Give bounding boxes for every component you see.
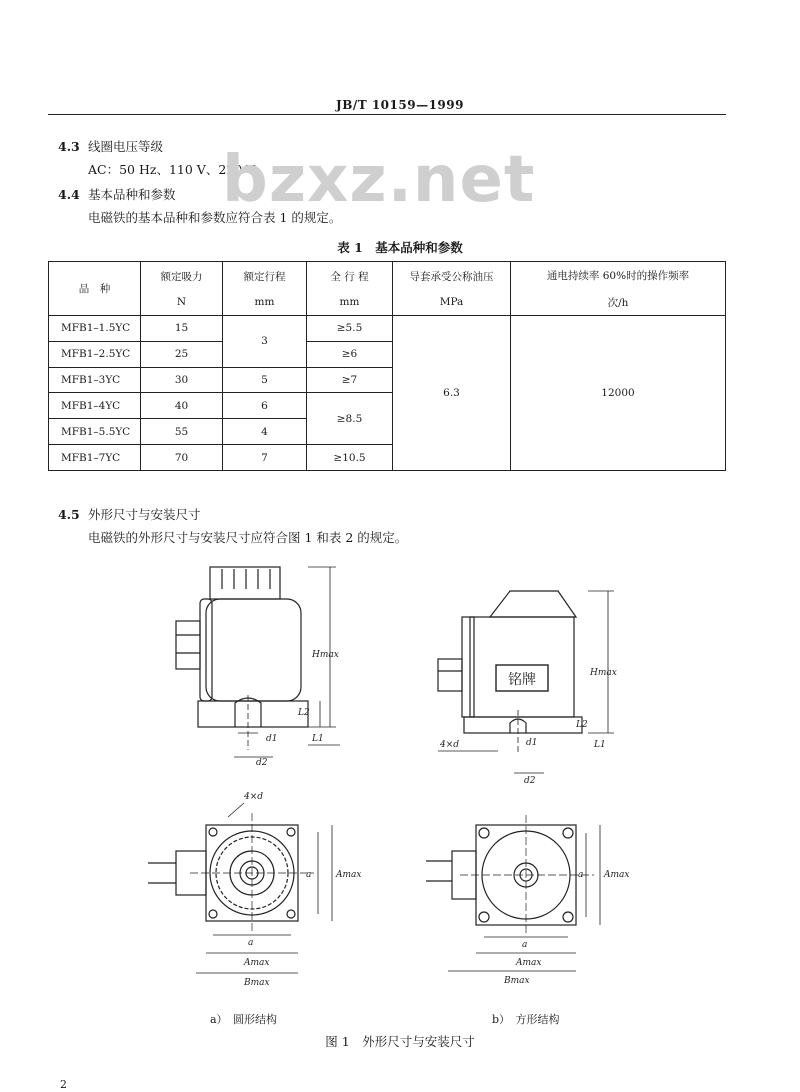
cell-full-stroke: ≥5.5 — [307, 316, 393, 342]
subfigure-a-label: a） 圆形结构 — [210, 1013, 278, 1026]
cell-force: 15 — [141, 316, 223, 342]
section-4-5-body: 电磁铁的外形尺寸与安装尺寸应符合图 1 和表 2 的规定。 — [88, 530, 408, 545]
cell-full-stroke: ≥10.5 — [307, 445, 393, 471]
cell-model: MFB1–5.5YC — [49, 419, 141, 445]
section-4-3-body: AC：50 Hz、110 V、220 V。 — [88, 162, 268, 177]
dim-l1-a: L1 — [312, 734, 324, 744]
dim-bmax-a: Bmax — [244, 978, 270, 988]
nameplate-label: 铭牌 — [508, 672, 536, 688]
cell-stroke: 4 — [223, 419, 307, 445]
page-number: 2 — [60, 1078, 67, 1091]
dim-hmax-a: Hmax — [312, 650, 339, 660]
table-caption: 表 1 基本品种和参数 — [337, 240, 463, 255]
cell-frequency: 12000 — [511, 316, 726, 471]
header-model: 品 种 — [49, 262, 141, 316]
round-type-side-view — [176, 567, 340, 757]
figure-caption: 图 1 外形尺寸与安装尺寸 — [325, 1034, 475, 1049]
section-title: 基本品种和参数 — [88, 187, 176, 202]
square-type-top-view — [426, 815, 600, 971]
dim-amax-vertical-b: Amax — [604, 870, 630, 880]
figure-1-drawings — [48, 555, 748, 1045]
dim-a-horizontal-a: a — [248, 938, 254, 948]
dim-l1-b: L1 — [594, 740, 606, 750]
header-pressure: 导套承受公称油压 MPa — [393, 262, 511, 316]
watermark: bzxz.net — [222, 143, 536, 217]
cell-force: 70 — [141, 445, 223, 471]
cell-model: MFB1–3YC — [49, 367, 141, 393]
section-number: 4.5 — [58, 507, 80, 522]
dim-amax-vertical-a: Amax — [336, 870, 362, 880]
dim-l2-b: L2 — [576, 720, 588, 730]
header-rule — [48, 114, 726, 115]
dim-d2-a: d2 — [256, 758, 268, 768]
dim-l2-a: L2 — [298, 708, 310, 718]
cell-model: MFB1–1.5YC — [49, 316, 141, 342]
cell-force: 40 — [141, 393, 223, 419]
dim-d2-b: d2 — [524, 776, 536, 786]
header-stroke: 额定行程 mm — [223, 262, 307, 316]
subfigure-b-label: b） 方形结构 — [492, 1013, 560, 1026]
section-number: 4.3 — [58, 139, 80, 154]
dim-amax-horizontal-a: Amax — [244, 958, 270, 968]
cell-force: 55 — [141, 419, 223, 445]
section-title: 线圈电压等级 — [88, 139, 164, 154]
cell-model: MFB1–2.5YC — [49, 341, 141, 367]
cell-full-stroke: ≥7 — [307, 367, 393, 393]
dim-a-vertical-a: a — [306, 870, 312, 880]
round-type-top-view — [148, 803, 332, 973]
dim-hmax-b: Hmax — [590, 668, 617, 678]
dim-d1-a: d1 — [266, 734, 278, 744]
dim-bmax-b: Bmax — [504, 976, 530, 986]
header-frequency: 通电持续率 60%时的操作频率 次/h — [511, 262, 726, 316]
cell-stroke: 6 — [223, 393, 307, 419]
cell-full-stroke: ≥6 — [307, 341, 393, 367]
cell-full-stroke: ≥8.5 — [307, 393, 393, 445]
page-header: JB/T 10159—1999 — [336, 98, 464, 112]
cell-force: 30 — [141, 367, 223, 393]
cell-pressure: 6.3 — [393, 316, 511, 471]
cell-model: MFB1–7YC — [49, 445, 141, 471]
cell-force: 25 — [141, 341, 223, 367]
dim-holes-b-side: 4×d — [440, 740, 460, 750]
section-title: 外形尺寸与安装尺寸 — [88, 507, 201, 522]
dim-a-horizontal-b: a — [522, 940, 528, 950]
section-4-5-heading — [58, 505, 201, 523]
dim-a-vertical-b: a — [578, 870, 584, 880]
dim-amax-horizontal-b: Amax — [516, 958, 542, 968]
cell-model: MFB1–4YC — [49, 393, 141, 419]
cell-stroke: 5 — [223, 367, 307, 393]
parameters-table — [48, 261, 726, 471]
dim-d1-b: d1 — [526, 738, 538, 748]
header-full-stroke: 全 行 程 mm — [307, 262, 393, 316]
section-number: 4.4 — [58, 187, 80, 202]
section-4-4-heading — [58, 185, 176, 203]
header-force: 额定吸力 N — [141, 262, 223, 316]
dim-holes-a: 4×d — [244, 792, 264, 802]
section-4-4-body: 电磁铁的基本品种和参数应符合表 1 的规定。 — [88, 210, 342, 225]
cell-stroke: 3 — [223, 316, 307, 368]
section-4-3-heading — [58, 137, 163, 155]
cell-stroke: 7 — [223, 445, 307, 471]
